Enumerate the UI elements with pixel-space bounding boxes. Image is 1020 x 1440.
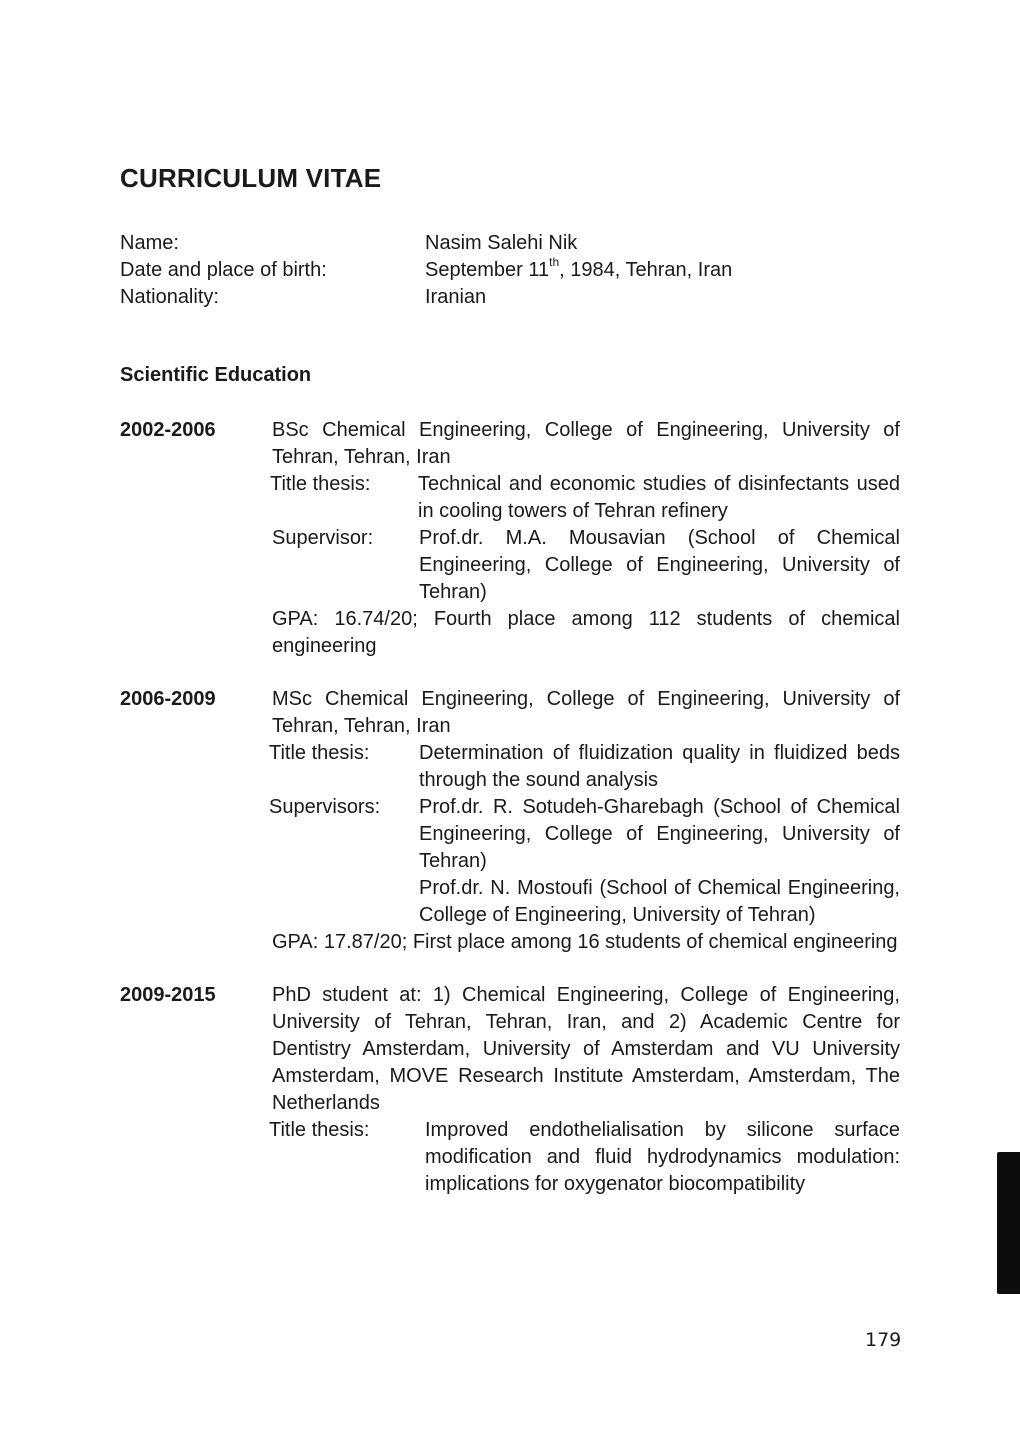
supervisors-label: Supervisors: (269, 796, 381, 818)
thesis-value: Determination of fluidization quality in fluidized beds through the sound analysis (419, 742, 900, 791)
entry-degree: PhD student at: 1) Chemical Engineering, College of Engineering, University of Tehran, Tehran, Iran, and 2) Academic Centre for Dentistry Amsterdam, University of Amsterdam and VU University Amsterdam, MOVE Research Institute Amsterdam, Amsterdam, The Netherlands (272, 984, 900, 1114)
birth-date: September 11 (425, 259, 550, 281)
entry-years: 2006-2009 (120, 688, 216, 710)
birth-date-suffix: th (549, 255, 560, 270)
entry-degree: MSc Chemical Engineering, College of Engineering, University of Tehran, Tehran, Iran (272, 688, 900, 737)
page-title: CURRICULUM VITAE (120, 163, 382, 193)
entry-body (269, 982, 900, 1198)
supervisor-label: Supervisor: (272, 527, 374, 549)
supervisor-value-1: Prof.dr. R. Sotudeh-Gharebagh (School of Chemical Engineering, College of Engineering, University of Tehran) (419, 796, 900, 872)
supervisors-row-2 (272, 875, 900, 929)
thesis-label: Title thesis: (269, 742, 370, 764)
entry-degree: BSc Chemical Engineering, College of Engineering, University of Tehran, Tehran, Iran (272, 419, 900, 468)
chapter-thumb-tab (997, 1152, 1020, 1294)
entry-years: 2002-2006 (120, 419, 216, 441)
thesis-label: Title thesis: (270, 473, 371, 495)
supervisors-spacer (272, 875, 419, 929)
supervisor-row (272, 525, 900, 606)
supervisor-value: Prof.dr. M.A. Mousavian (School of Chemical Engineering, College of Engineering, University of Tehran) (419, 527, 900, 603)
thesis-row (269, 1117, 900, 1198)
nationality-row (120, 284, 732, 311)
supervisors-row (269, 794, 900, 875)
entry-gpa: GPA: 16.74/20; Fourth place among 112 students of chemical engineering (272, 608, 900, 657)
thesis-value: Improved endothelialisation by silicone surface modification and fluid hydrodynamics modulation: implications for oxygenator biocompatibility (425, 1119, 900, 1195)
education-entry-bsc (120, 417, 900, 660)
thesis-row (272, 471, 900, 525)
birth-value (425, 257, 732, 284)
personal-info (120, 230, 732, 311)
education-list (120, 417, 900, 1224)
birth-place: , 1984, Tehran, Iran (559, 259, 733, 281)
thesis-row (269, 740, 900, 794)
thesis-label: Title thesis: (269, 1119, 370, 1141)
page-number: 179 (865, 1329, 902, 1351)
entry-gpa: GPA: 17.87/20; First place among 16 students of chemical engineering (272, 931, 898, 953)
supervisor-value-2: Prof.dr. N. Mostoufi (School of Chemical Engineering, College of Engineering, University of Tehran) (419, 877, 900, 926)
education-entry-phd (120, 982, 900, 1198)
name-row (120, 230, 732, 257)
birth-label: Date and place of birth: (120, 259, 327, 281)
entry-body (269, 686, 900, 956)
entry-years: 2009-2015 (120, 984, 216, 1006)
name-label: Name: (120, 232, 179, 254)
name-value: Nasim Salehi Nik (425, 232, 578, 254)
education-entry-msc (120, 686, 900, 956)
nationality-label: Nationality: (120, 286, 219, 308)
nationality-value: Iranian (425, 286, 487, 308)
section-title: Scientific Education (120, 364, 312, 386)
thesis-value: Technical and economic studies of disinfectants used in cooling towers of Tehran refinery (418, 473, 900, 522)
birth-row (120, 257, 732, 284)
entry-body (272, 417, 900, 660)
